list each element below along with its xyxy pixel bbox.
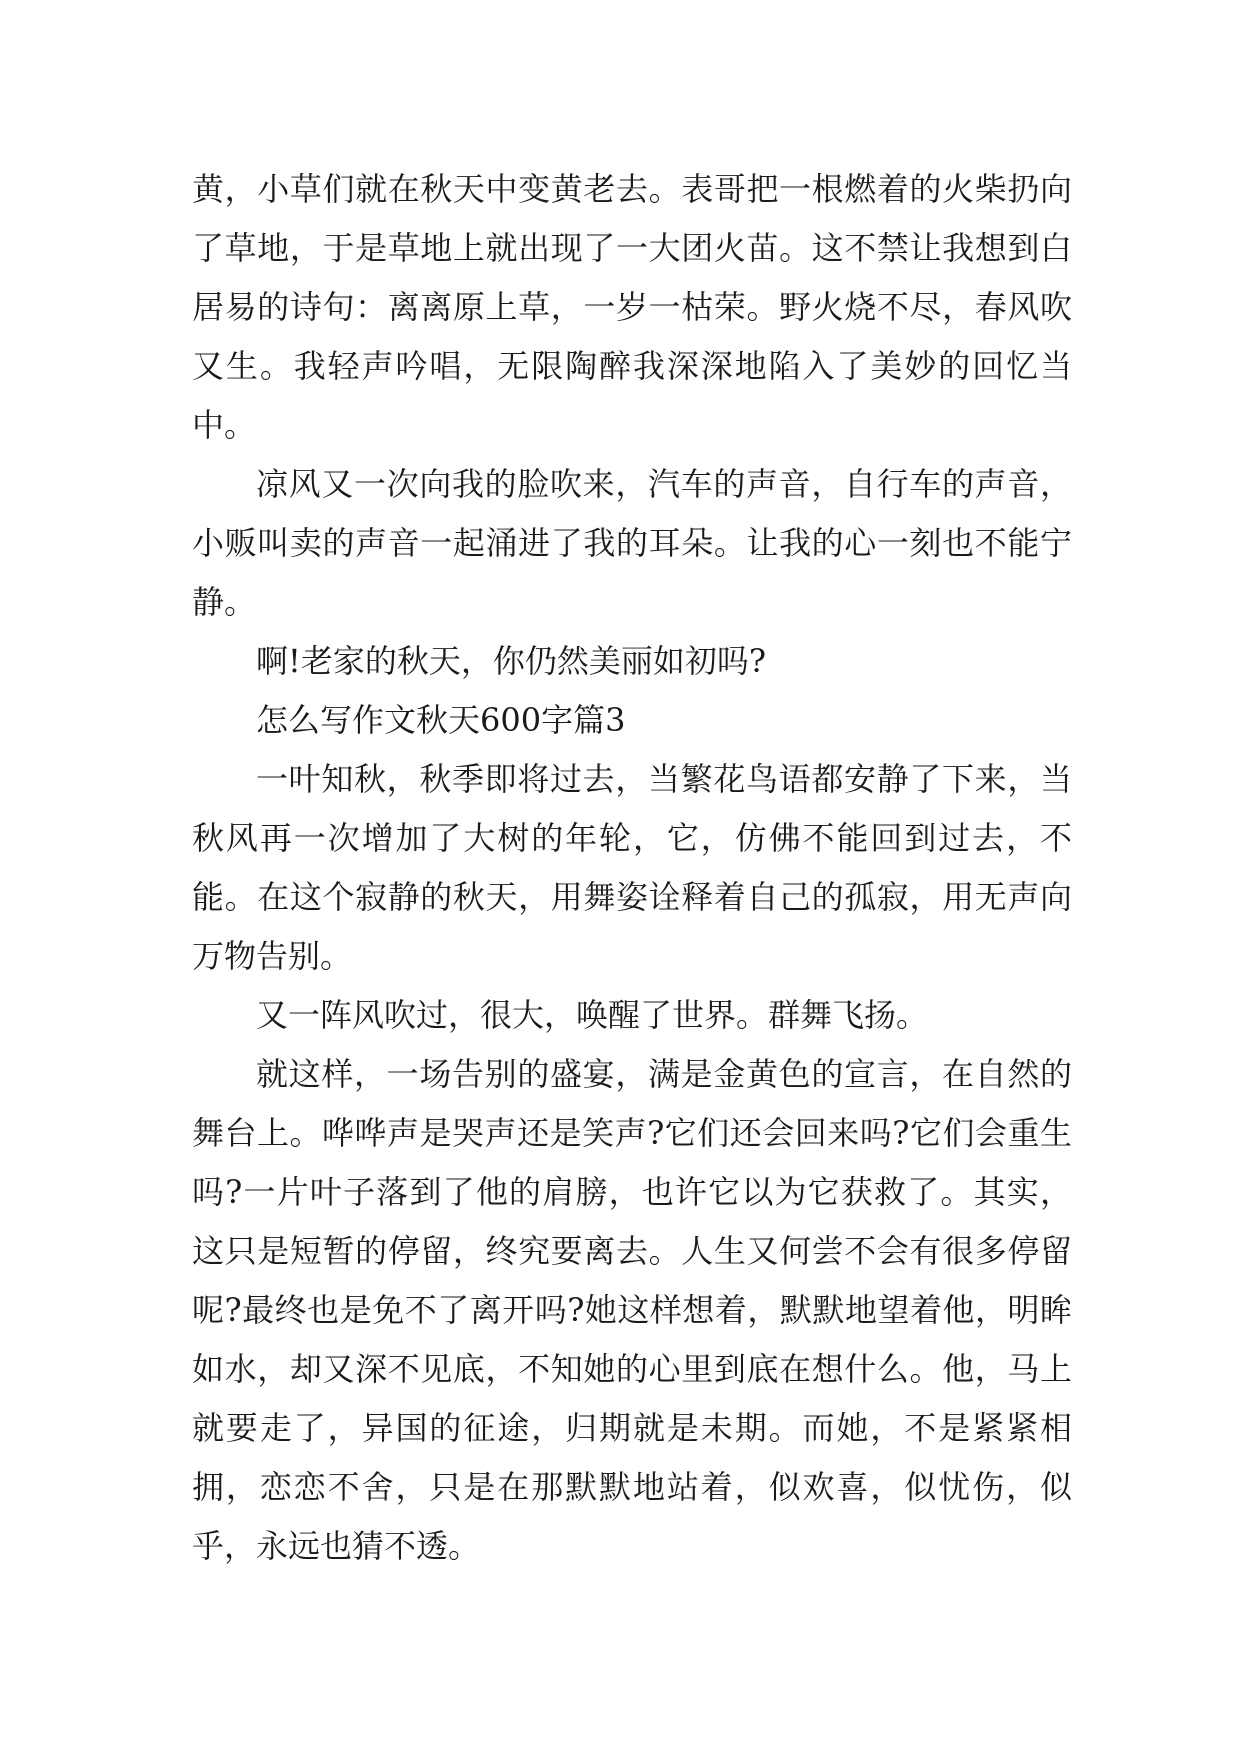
paragraph-wind-blows: 又一阵风吹过，很大，唤醒了世界。群舞飞扬。 — [256, 996, 929, 1034]
paragraph-continuation: 黄，小草们就在秋天中变黄老去。表哥把一根燃着的火柴扔向了草地，于是草地上就出现了一大团火苗。这不禁让我想到白居易的诗句：离离原上草，一岁一枯荣。野火烧不尽，春风吹又生。我轻声吟唱，无限陶醉我深深地陷入了美妙的回忆当中。 — [192, 170, 1072, 444]
paragraph-cool-wind: 凉风又一次向我的脸吹来，汽车的声音，自行车的声音，小贩叫卖的声音一起涌进了我的耳朵。让我的心一刻也不能宁静。 — [192, 465, 1072, 621]
section-heading: 怎么写作文秋天600字篇3 — [256, 701, 626, 739]
paragraph-hometown-autumn: 啊!老家的秋天，你仍然美丽如初吗? — [256, 642, 767, 680]
paragraph-farewell-feast: 就这样，一场告别的盛宴，满是金黄色的宣言，在自然的舞台上。哗哗声是哭声还是笑声?它们还会回来吗?它们会重生吗?一片叶子落到了他的肩膀，也许它以为它获救了。其实，这只是短暂的停留，终究要离去。人生又何尝不会有很多停留呢?最终也是免不了离开吗?她这样想着，默默地望着他，明眸如水，却又深不见底，不知她的心里到底在想什么。他，马上就要走了，异国的征途，归期就是未期。而她，不是紧紧相拥，恋恋不舍，只是在那默默地站着，似欢喜，似忧伤，似乎，永远也猜不透。 — [192, 1055, 1072, 1565]
paragraph-leaf-autumn: 一叶知秋，秋季即将过去，当繁花鸟语都安静了下来，当秋风再一次增加了大树的年轮，它，仿佛不能回到过去，不能。在这个寂静的秋天，用舞姿诠释着自己的孤寂，用无声向万物告别。 — [192, 760, 1072, 975]
document-body — [192, 160, 1072, 1576]
